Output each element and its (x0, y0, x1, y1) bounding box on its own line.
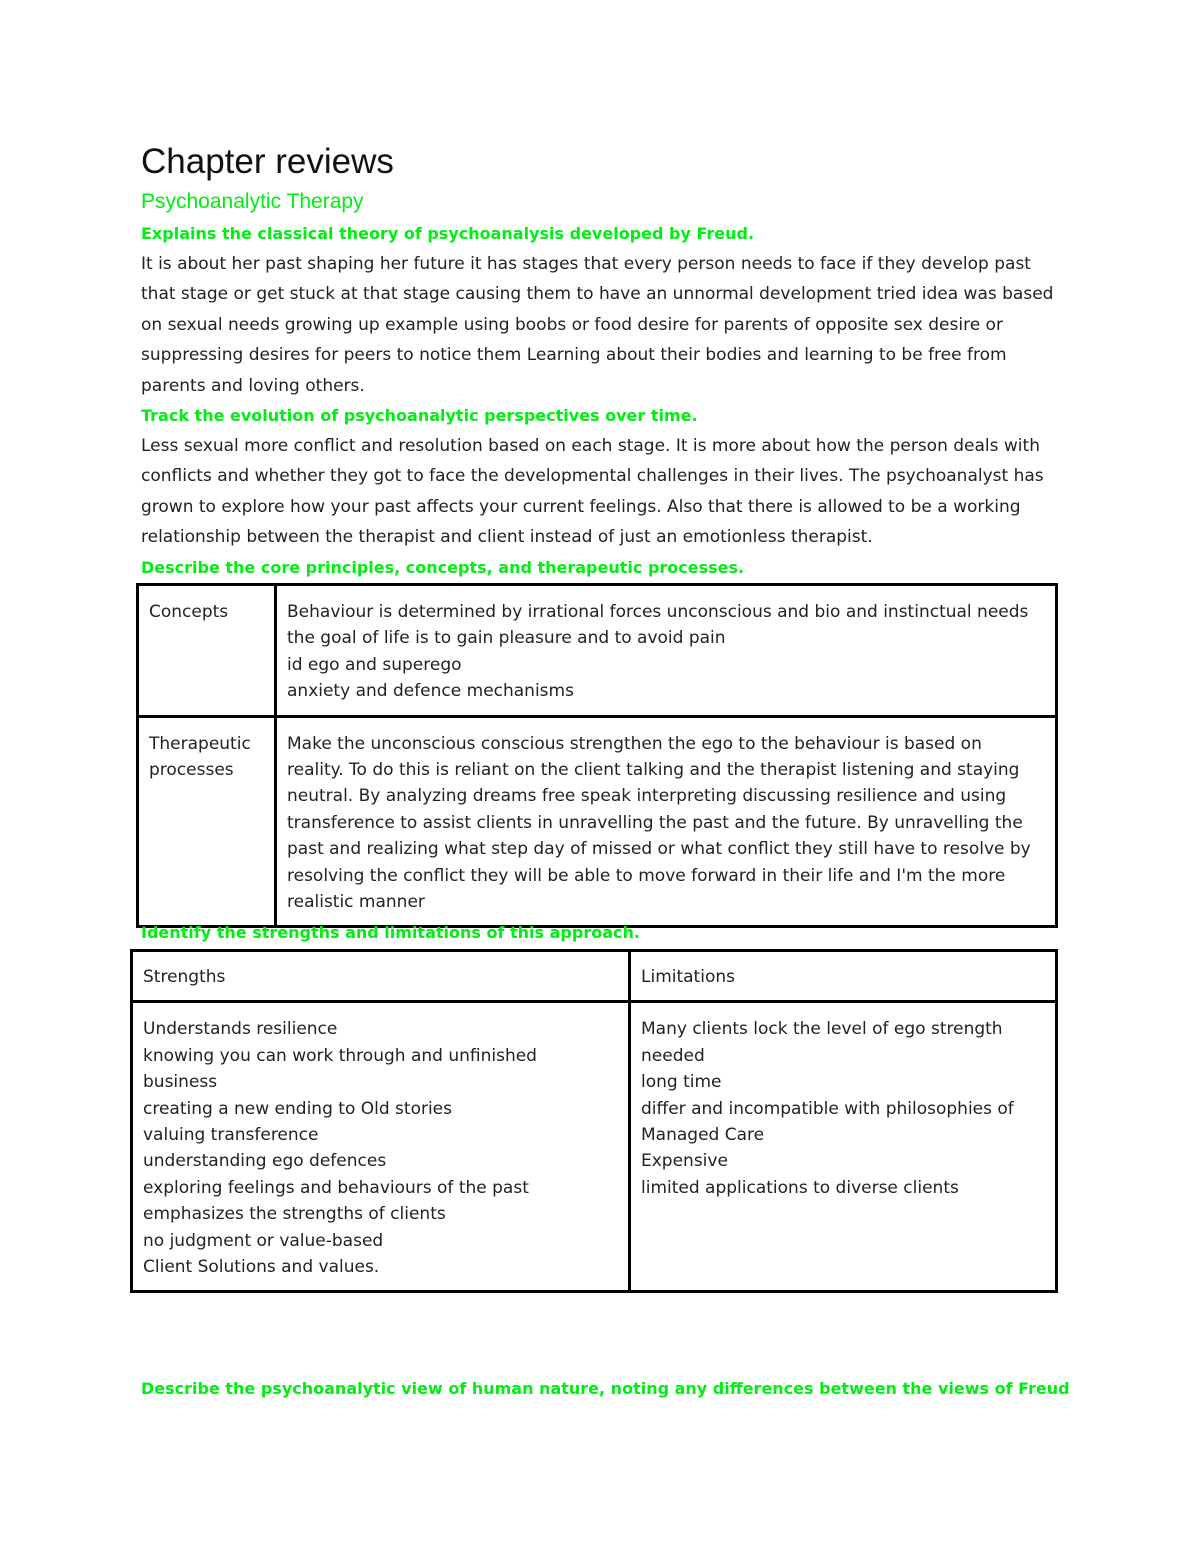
list-item: emphasizes the strengths of clients (143, 1204, 446, 1225)
limitations-cell (630, 1002, 1057, 1292)
header-cell (630, 951, 1057, 1002)
question-core-principles: Describe the core principles, concepts, and therapeutic processes. (141, 557, 745, 577)
list-item: no judgment or value-based (143, 1230, 384, 1251)
list-item: business (143, 1072, 218, 1093)
page-title: Chapter reviews (141, 142, 394, 181)
list-item: Expensive (641, 1151, 728, 1172)
table-header-row (132, 951, 1057, 1002)
list-item: Many clients lock the level of ego strength (641, 1019, 1003, 1040)
review-body (141, 219, 1061, 583)
list-item: Managed Care (641, 1125, 765, 1146)
list-item: limited applications to diverse clients (641, 1177, 959, 1198)
list-item: knowing you can work through and unfinished (143, 1045, 537, 1066)
section-subtitle: Psychoanalytic Therapy (141, 190, 364, 213)
list-item: Behaviour is determined by irrational forces unconscious and bio and instinctual needs (287, 602, 1029, 622)
column-header-strengths: Strengths (143, 967, 226, 987)
list-item: anxiety and defence mechanisms (287, 681, 574, 702)
row-content-cell (276, 585, 1057, 717)
list-item: creating a new ending to Old stories (143, 1098, 452, 1119)
list-item: differ and incompatible with philosophies of (641, 1098, 1014, 1119)
question-strengths-limitations: Identify the strengths and limitations of this approach. (141, 923, 640, 942)
question-evolution: Track the evolution of psychoanalytic perspectives over time. (141, 406, 698, 426)
list-item: transference to assist clients in unravelling the past and the future. By unravelling the (287, 812, 1023, 833)
list-item: Make the unconscious conscious strengthen the ego to the behaviour is based on (287, 733, 982, 754)
list-item: past and realizing what step day of missed or what conflict they still have to resolve by (287, 839, 1031, 860)
list-item: id ego and superego (287, 654, 462, 675)
list-item: Client Solutions and values. (143, 1257, 380, 1278)
header-cell (132, 951, 630, 1002)
answer-classical-theory: It is about her past shaping her future it has stages that every person needs to face if they develop past that stage or get stuck at that stage causing them to have an unnormal development tried idea was based on sexual needs growing up example using boobs or food desire for parents of opposite sex desire or suppressing desires for peers to notice them Learning about their bodies and learning to be free from parents and loving others. (141, 254, 1054, 396)
list-item: valuing transference (143, 1125, 319, 1146)
table-row (138, 716, 1057, 927)
row-label-cell (138, 716, 276, 927)
list-item: long time (641, 1072, 722, 1093)
list-item: understanding ego defences (143, 1151, 387, 1172)
principles-table (136, 583, 1058, 928)
list-item: neutral. By analyzing dreams free speak interpreting discussing resilience and using (287, 786, 1007, 807)
list-item: the goal of life is to gain pleasure and to avoid pain (287, 628, 726, 649)
table-row (138, 585, 1057, 717)
question-human-nature: Describe the psychoanalytic view of human nature, noting any differences between the views of Freud (141, 1379, 1070, 1398)
row-label: Concepts (149, 602, 229, 622)
row-content-cell (276, 716, 1057, 927)
list-item: Understands resilience (143, 1019, 338, 1040)
list-item: reality. To do this is reliant on the client talking and the therapist listening and staying (287, 760, 1020, 781)
strengths-cell (132, 1002, 630, 1292)
row-label: Therapeutic processes (149, 733, 251, 781)
question-classical-theory: Explains the classical theory of psychoanalysis developed by Freud. (141, 224, 755, 243)
strengths-limitations-table (130, 949, 1058, 1293)
table-row (132, 1002, 1057, 1292)
list-item: needed (641, 1045, 705, 1066)
answer-evolution: Less sexual more conflict and resolution based on each stage. It is more about how the person deals with conflicts and whether they got to face the developmental challenges in their lives. The psychoanalyst has grown to explore how your past affects your current feelings. Also that there is allowed to be a working relationship between the therapist and client instead of just an emotionless therapist. (141, 436, 1044, 548)
row-label-cell (138, 585, 276, 717)
list-item: resolving the conflict they will be able to move forward in their life and I'm the more (287, 865, 1006, 886)
column-header-limitations: Limitations (641, 967, 735, 987)
list-item: exploring feelings and behaviours of the past (143, 1177, 529, 1198)
list-item: realistic manner (287, 892, 425, 913)
